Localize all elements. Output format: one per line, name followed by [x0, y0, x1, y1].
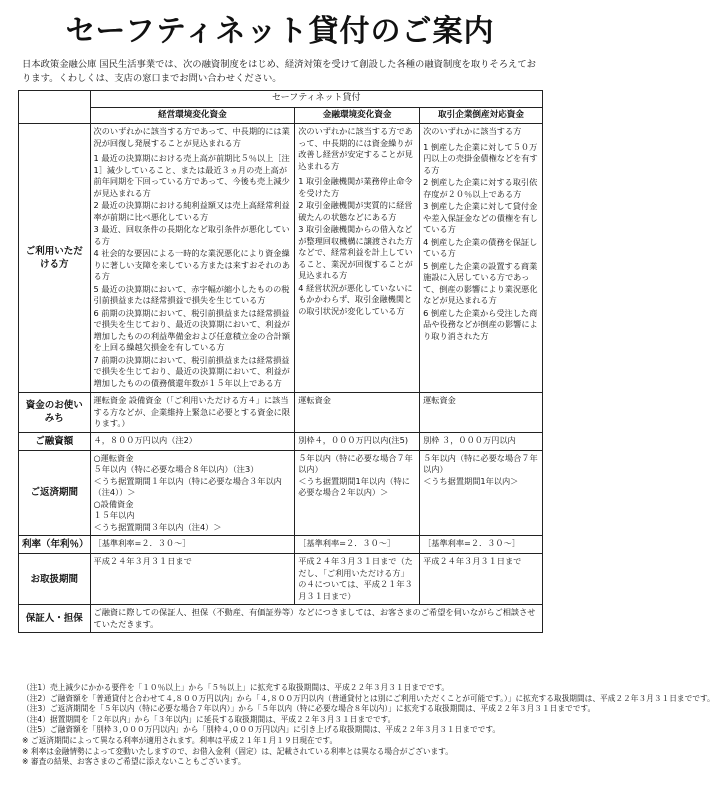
list-item: 3 最近、回収条件の長期化など取引条件が悪化している方 [93, 224, 290, 246]
list-item: 2 最近の決算期における純利益額又は売上高経常利益率が前期に比べ悪化している方 [93, 200, 290, 222]
loan-table [18, 90, 543, 633]
table-cell: 運転資金 [420, 393, 543, 433]
table-cell: 運転資金 [295, 393, 420, 433]
cell-line: ○運転資金 [93, 452, 134, 463]
footnotes [22, 683, 715, 768]
list-item: 6 倒産した企業から受注した商品や役務などが倒産の影響により取り消された方 [423, 307, 538, 341]
list-item: 6 前期の決算期において、税引前損益または経常損益で損失を生じており、最近の決算期において、利益が増加したものの利益準備金および任意積立金の合計額を上回る繰越欠損金を有している方 [93, 307, 291, 352]
eligibility-col2 [295, 124, 420, 393]
cell-line: ５年以内（特に必要な場合７年以内） [298, 452, 413, 474]
page-title: セーフティネット貸付のご案内 [65, 14, 495, 49]
cell-line: ５年以内（特に必要な場合８年以内）（注3） [93, 464, 259, 474]
table-row [19, 432, 543, 450]
list-item: 3 倒産した企業に対して貸付金や差入保証金などの債権を有している方 [423, 201, 538, 234]
column-header: 経営環境変化資金 [90, 107, 295, 124]
table-cell: 別枠４，０００万円以内(注5) [295, 432, 420, 450]
list-item: 1 最近の決算期における売上高が前期比５％以上［注1］減少していること、または最近３ヵ月の売上高が前年同期を下回っている方であって、今後も売上減少が見込まれる方 [93, 153, 290, 198]
intro-text: 日本政策金融公庫 国民生活事業では、次の融資制度をはじめ、経済対策を受けて創設した各種の融資制度を取りそろえております。くわしくは、支店の窓口までお問い合わせください。 [22, 59, 536, 84]
eligibility-col3 [420, 124, 543, 393]
cell-line: ＜うち据置期間1年以内＞ [423, 475, 519, 486]
list-item: 7 前期の決算期において、税引前損益または経常損益で損失を生じており、最近の決算期において、利益が増加したものの債務償還年数が１５年以上である方 [93, 354, 290, 388]
table-cell: ［基準利率=２．３０～］ [90, 536, 295, 554]
row-label: ご利用いただける方 [19, 124, 91, 393]
table-row [19, 605, 543, 633]
column-header: 取引企業倒産対応資金 [420, 107, 543, 124]
table-row [19, 554, 543, 605]
table-cell: 平成２４年３月３１日まで（ただし、「ご利用いただける方」の４については、平成２１年３月３１日まで） [295, 554, 420, 605]
table-cell: ご融資に際しての保証人、担保（不動産、有価証券等）などにつきましては、お客さまのご希望を伺いながらご相談させていただきます。 [90, 605, 542, 633]
footnote: ※ 審査の結果、お客さまのご希望に添えないこともございます。 [22, 757, 246, 767]
row-label: ご融資額 [19, 432, 91, 450]
table-header: セーフティネット貸付 [90, 91, 542, 108]
list-item: 5 最近の決算期において、赤字幅が縮小したものの税引前損益または経常損益で損失を生じている方 [93, 283, 290, 305]
table-cell: ［基準利率=２．３０～］ [420, 536, 543, 554]
row-label: 資金のお使いみち [19, 393, 91, 433]
lead-text: 次のいずれかに該当する方であって、中長期的には資金繰りが改善し経営が安定することが見込まれる方 [298, 126, 413, 171]
footnote: （注5）ご融資額を「別枠３,０００万円以内」から「別枠４,０００万円以内」に引き上げる取扱期間は、平成２２年３月３１日までです。 [22, 725, 501, 735]
table-cell: 運転資金 設備資金（「ご利用いただける方４」に該当する方などが、企業維持上緊急に必要とする資金に限ります。） [90, 393, 295, 433]
list-item: 4 倒産した企業の債務を保証している方 [423, 236, 538, 258]
cell-line: ○設備資金 [93, 498, 134, 509]
table-cell [90, 450, 295, 536]
cell-line: １５年以内 [93, 510, 135, 520]
cell-line: ＜うち据置期間１年以内（特に必要な場合３年以内（注4））＞ [93, 475, 282, 497]
table-row [19, 536, 543, 554]
footnote: ※ 利率は金融情勢によって変動いたしますので、お借入金利（固定）は、記載されている利率とは異なる場合がございます。 [22, 746, 453, 756]
cell-line: ＜うち据置期間1年以内（特に必要な場合２年以内）＞ [298, 475, 410, 497]
list-item: 1 倒産した企業に対して５０万円以上の売掛金債権などを有する方 [423, 141, 538, 175]
lead-text: 次のいずれかに該当する方 [423, 126, 522, 136]
footnote: （注3）ご返済期間を「５年以内（特に必要な場合７年以内）」から「５年以内（特に必要な場合８年以内）」に拡充する取扱期間は、平成２２年３月３１日までです。 [22, 704, 596, 714]
eligibility-col1 [90, 124, 295, 393]
table-cell: 別枠 ３，０００万円以内 [420, 432, 543, 450]
footnote: （注1）売上減少にかかる要件を「１０％以上」から「５％以上」に拡充する取扱期間は、平成２２年３月３１日までです。 [22, 683, 450, 692]
list-item: 3 取引金融機関からの借入などが整理回収機構に譲渡された方などで、経常利益を計上していること、業況が回復することが見込まれる方 [298, 224, 413, 280]
table-row [19, 450, 543, 536]
table-cell: ［基準利率=２．３０～］ [295, 536, 420, 554]
corner-cell [19, 91, 91, 124]
list-item: 2 倒産した企業に対する取引依存度が２０％以上である方 [423, 177, 538, 199]
table-cell: ４，８００万円以内（注2） [90, 432, 295, 450]
row-label: ご返済期間 [19, 450, 91, 536]
list-item: 1 取引金融機関が業務停止命令を受けた方 [298, 176, 413, 198]
list-item: 4 社会的な要因による一時的な業況悪化により資金繰りに著しい支障を来している方または来すおそれのある方 [93, 248, 291, 281]
table-cell [420, 450, 543, 536]
table-row [19, 124, 543, 393]
table-cell: 平成２４年３月３１日まで [90, 554, 295, 605]
list-item: 4 経営状況が悪化していないにもかかわらず、取引金融機関との取引状況が変化している方 [298, 282, 413, 316]
column-header: 金融環境変化資金 [295, 107, 420, 124]
cell-line: ５年以内（特に必要な場合７年以内） [423, 452, 538, 474]
table-row [19, 393, 543, 433]
table-cell [295, 450, 420, 536]
cell-line: ＜うち据置期間３年以内（注4）＞ [93, 521, 222, 532]
row-label: お取扱期間 [19, 554, 91, 605]
footnote: （注4）据置期間を「２年以内」から「３年以内」に延長する取扱期間は、平成２２年３月３１日までです。 [22, 714, 396, 724]
table-cell: 平成２４年３月３１日まで [420, 554, 543, 605]
row-label: 利率（年利％） [19, 536, 91, 554]
list-item: 2 取引金融機関が実質的に経営破たんの状態などにある方 [298, 200, 413, 222]
row-label: 保証人・担保 [19, 605, 91, 633]
list-item: 5 倒産した企業の設置する商業施設に入居している方であって、倒産の影響により業況悪化などが見込まれる方 [423, 260, 538, 305]
lead-text: 次のいずれかに該当する方であって、中長期的には業況が回復し発展することが見込まれる方 [93, 126, 290, 148]
footnote: （注2）ご融資額を「普通貸付と合わせて４,８００万円以内」から「４,８００万円以内（普通貸付とは別にご利用いただくことが可能です。）」に拡充する取扱期間は、平成２２年３月３１日までです。 [22, 693, 715, 703]
footnote: ※ ご返済期間によって異なる利率が適用されます。利率は平成２１年１月１９日現在です。 [22, 735, 338, 745]
